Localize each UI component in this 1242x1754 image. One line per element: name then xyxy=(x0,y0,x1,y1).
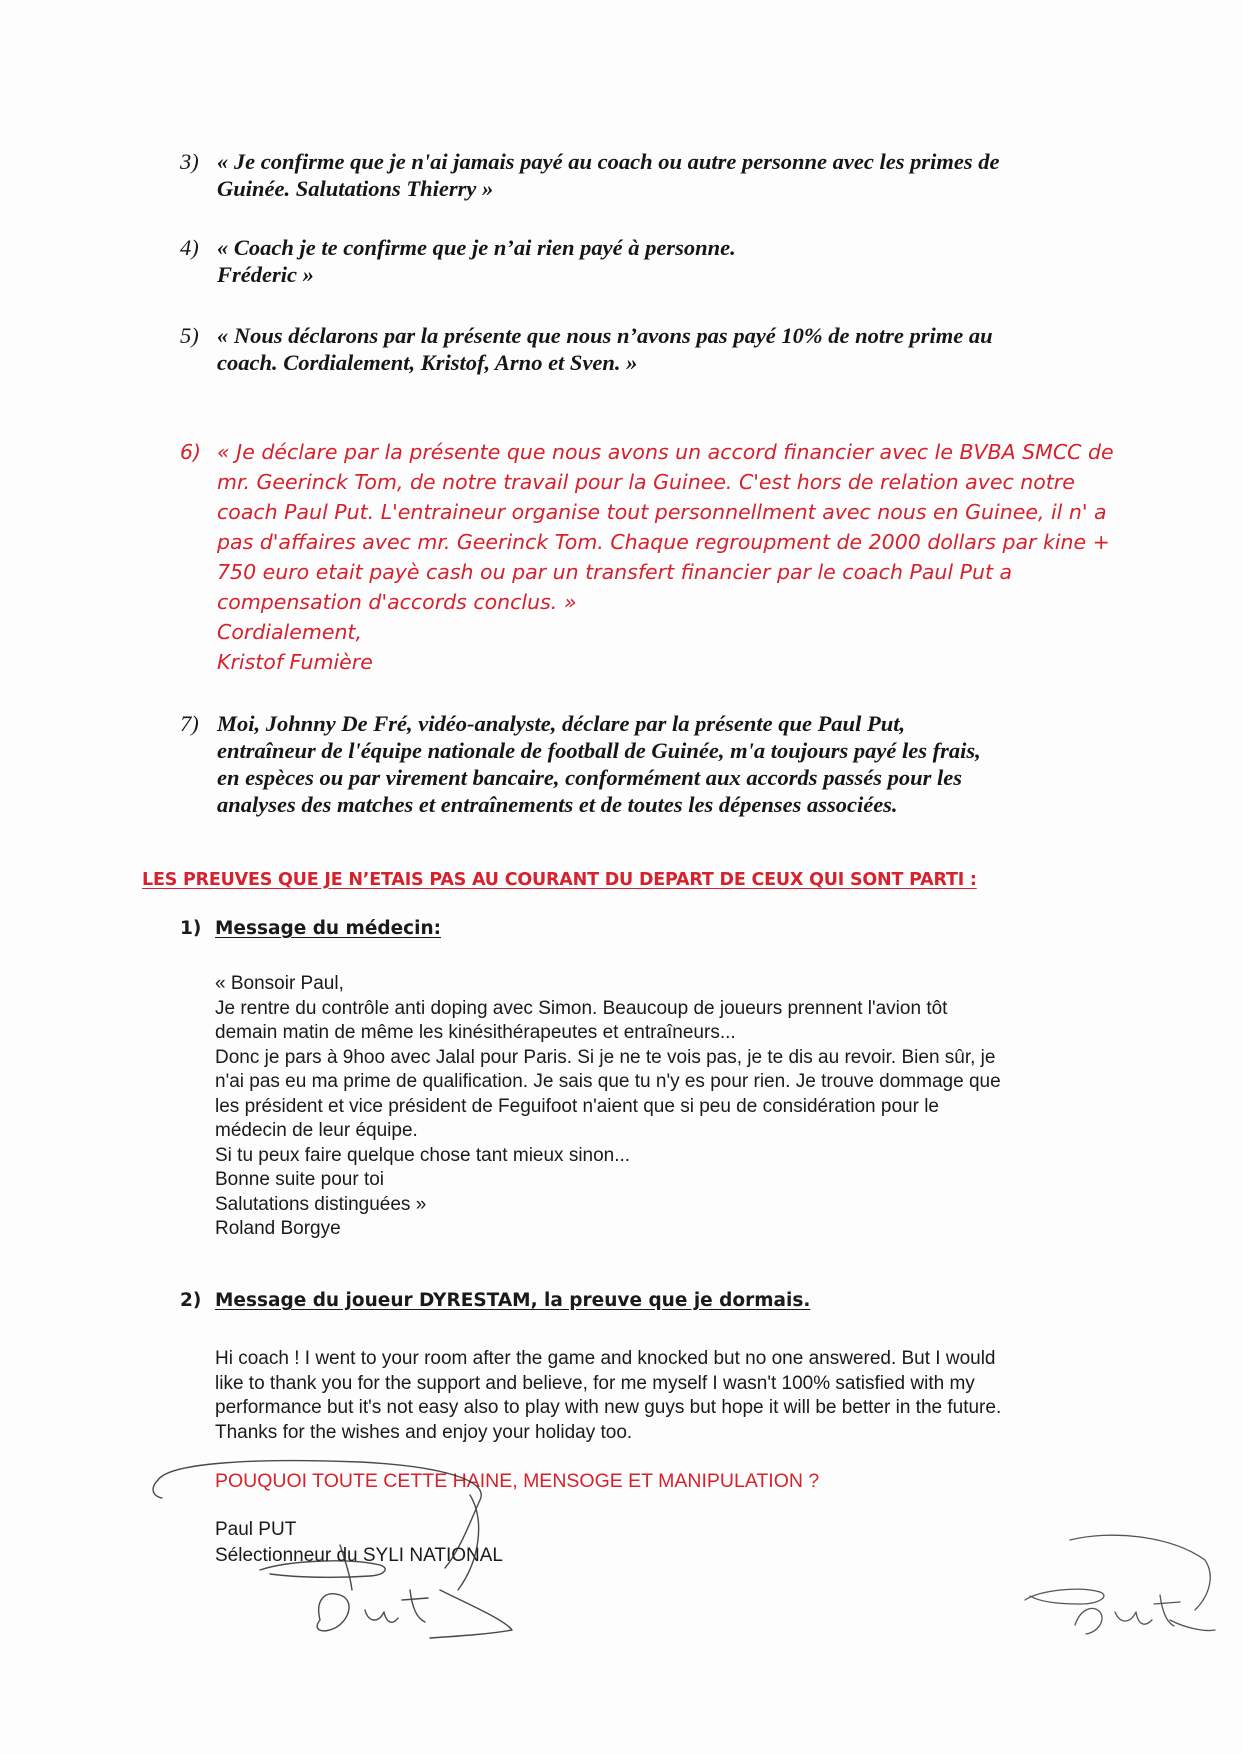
message-line: Salutations distinguées » xyxy=(215,1193,427,1215)
item-line: Fréderic » xyxy=(217,262,314,287)
item-line: « Je confirme que je n'ai jamais payé au coach ou autre personne avec les primes de xyxy=(217,149,1000,174)
message-line: Roland Borgye xyxy=(215,1218,341,1239)
item-line: Moi, Johnny De Fré, vidéo-analyste, déclare par la présente que Paul Put, xyxy=(217,711,906,736)
message-line: demain matin de même les kinésithérapeutes et entraîneurs... xyxy=(215,1022,736,1043)
message-line: n'ai pas eu ma prime de qualification. Je sais que tu n'y es pour rien. Je trouve dommage que xyxy=(215,1071,1001,1092)
message-line: Hi coach ! I went to your room after the game and knocked but no one answered. But I would xyxy=(215,1348,996,1369)
message-1-body xyxy=(215,972,1001,1242)
item-line: coach. Cordialement, Kristof, Arno et Sven. » xyxy=(217,350,638,375)
signatory-role: Sélectionneur du SYLI NATIONAL xyxy=(215,1545,503,1566)
message-line: Si tu peux faire quelque chose tant mieux sinon... xyxy=(215,1144,631,1166)
message-line: like to thank you for the support and believe, for me myself I wasn't 100% satisfied with my xyxy=(215,1372,975,1394)
handwritten-signature-right xyxy=(1020,1500,1220,1650)
closing-question: POUQUOI TOUTE CETTE HAINE, MENSOGE ET MANIPULATION ? xyxy=(215,1470,820,1492)
item-line: coach Paul Put. L'entraineur organise tout personnellment avec nous en Guinee, il n' a xyxy=(217,500,1107,524)
item-number: 6) xyxy=(180,440,202,464)
item-number: 5) xyxy=(180,323,199,348)
message-line: performance but it's not easy also to play with new guys but hope it will be better in the future. xyxy=(215,1397,1002,1418)
item-line: entraîneur de l'équipe nationale de football de Guinée, m'a toujours payé les frais, xyxy=(217,738,981,763)
message-line: Bonne suite pour toi xyxy=(215,1169,385,1190)
item-line: Kristof Fumière xyxy=(217,650,373,674)
item-line: Guinée. Salutations Thierry » xyxy=(217,176,494,201)
item-line: 750 euro etait payè cash ou par un transfert financier par le coach Paul Put a xyxy=(217,560,1013,584)
message-2-body xyxy=(215,1347,1001,1445)
item-line: « Je déclare par la présente que nous avons un accord financier avec le BVBA SMCC de xyxy=(217,440,1114,464)
message-line: « Bonsoir Paul, xyxy=(215,973,344,994)
item-line: mr. Geerinck Tom, de notre travail pour la Guinee. C'est hors de relation avec notre xyxy=(217,470,1075,494)
item-line: analyses des matches et entraînements et de toutes les dépenses associées. xyxy=(217,792,898,817)
handwritten-signature-left xyxy=(140,1440,520,1680)
item-line: Cordialement, xyxy=(217,620,362,644)
item-line: « Nous déclarons par la présente que nous n’avons pas payé 10% de notre prime au xyxy=(217,323,993,348)
item-line: compensation d'accords conclus. » xyxy=(217,590,577,614)
message-line: Je rentre du contrôle anti doping avec Simon. Beaucoup de joueurs prennent l'avion tôt xyxy=(215,997,948,1019)
message-line: Thanks for the wishes and enjoy your holiday too. xyxy=(215,1421,633,1443)
message-title: Message du médecin: xyxy=(215,918,442,939)
message-line: Donc je pars à 9hoo avec Jalal pour Paris. Si je ne te vois pas, je te dis au revoir. Bien sûr, je xyxy=(215,1046,996,1068)
item-line: « Coach je te confirme que je n’ai rien payé à personne. xyxy=(217,235,736,260)
signatory-name: Paul PUT xyxy=(215,1519,297,1540)
item-number: 7) xyxy=(180,711,199,736)
message-line: les président et vice président de Feguifoot n'aient que si peu de considération pour le xyxy=(215,1095,939,1117)
item-line: pas d'affaires avec mr. Geerinck Tom. Chaque regroupment de 2000 dollars par kine + xyxy=(217,530,1110,554)
message-number: 2) xyxy=(180,1290,202,1311)
item-number: 3) xyxy=(180,149,199,174)
item-number: 4) xyxy=(180,235,199,260)
message-title: Message du joueur DYRESTAM, la preuve que je dormais. xyxy=(215,1290,811,1311)
message-number: 1) xyxy=(180,918,202,939)
item-line: en espèces ou par virement bancaire, conformément aux accords passés pour les xyxy=(217,765,962,790)
section-heading: LES PREUVES QUE JE N’ETAIS PAS AU COURANT DU DEPART DE CEUX QUI SONT PARTI : xyxy=(142,870,977,890)
message-line: médecin de leur équipe. xyxy=(215,1120,418,1141)
